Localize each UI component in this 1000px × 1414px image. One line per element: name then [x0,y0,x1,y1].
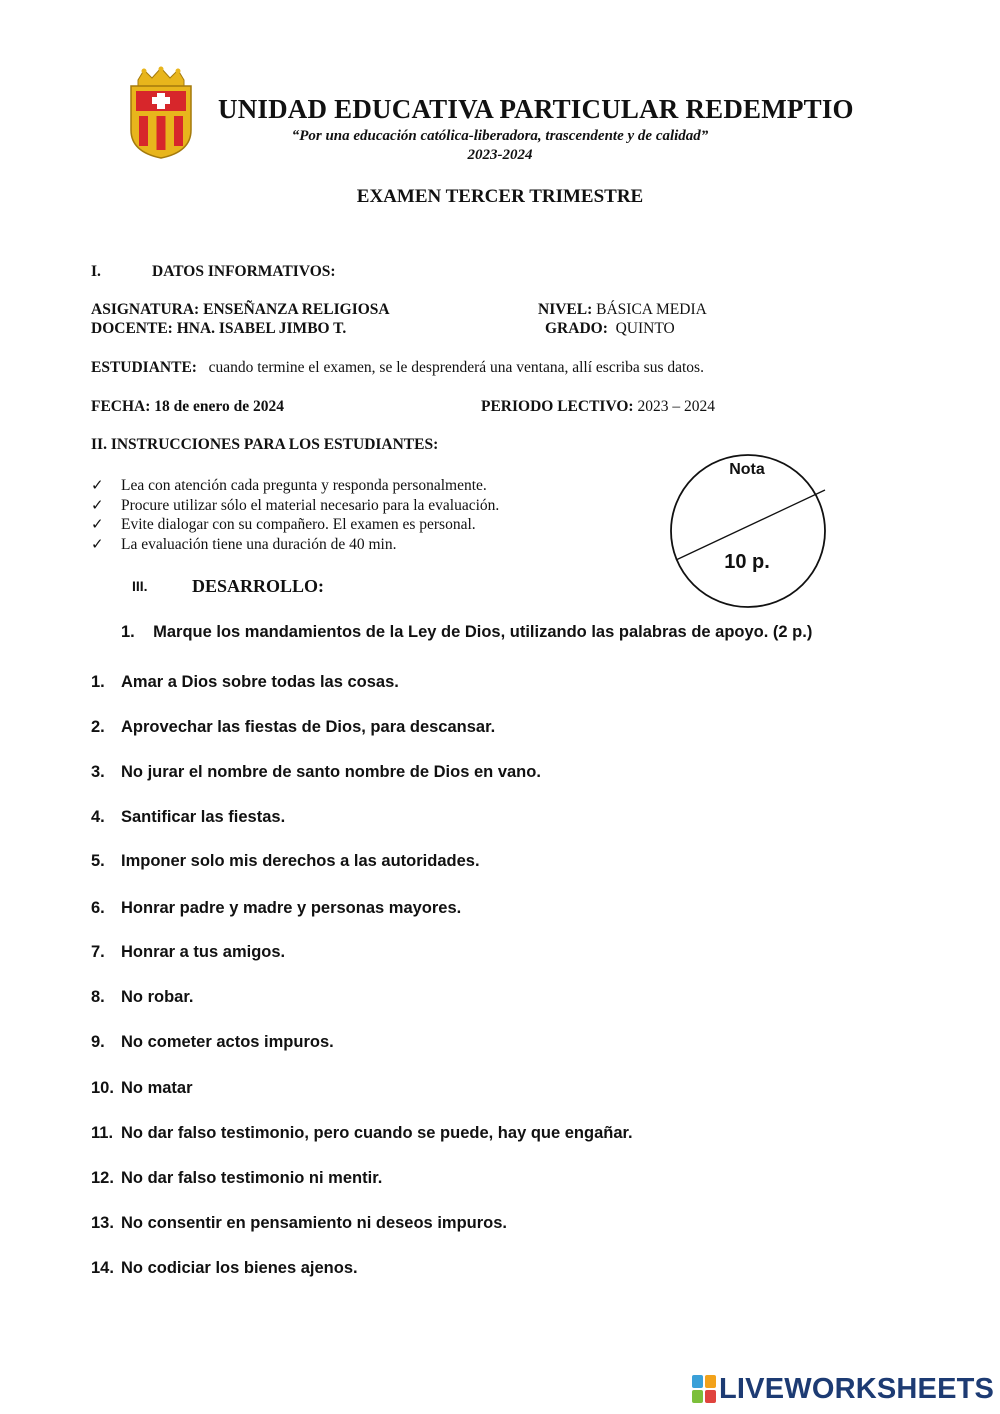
fecha-row [91,398,284,416]
option-text: Aprovechar las fiestas de Dios, para descansar. [121,718,496,736]
commandment-option[interactable] [91,899,461,918]
commandment-option[interactable] [91,1079,193,1098]
commandment-option[interactable] [91,1214,507,1233]
option-number: 4. [91,808,105,826]
option-text: Honrar a tus amigos. [121,943,286,961]
question-1-prompt: 1. Marque los mandamientos de la Ley de Dios, utilizando las palabras de apoyo. (2 p.) [121,623,813,641]
option-text: No jurar el nombre de santo nombre de Dios en vano. [121,763,541,781]
option-number: 2. [91,718,105,736]
commandment-option[interactable] [91,718,495,737]
checkmark-icon: ✓ [91,537,104,553]
instruction-item: Evite dialogar con su compañero. El examen es personal. [121,516,476,533]
option-text: No consentir en pensamiento ni deseos impuros. [121,1214,507,1232]
school-motto: “Por una educación católica-liberadora, trascendente y de calidad” [291,128,709,144]
checkmark-icon: ✓ [91,498,104,514]
option-number: 6. [91,899,105,917]
section3-title: DESARROLLO: [192,576,325,596]
commandment-option[interactable] [91,1033,334,1052]
asignatura-value: ENSEÑANZA RELIGIOSA [203,301,390,318]
nivel-label: NIVEL: [538,301,593,318]
section1-number: I. [91,263,101,280]
commandment-option[interactable] [91,1259,358,1278]
option-number: 5. [91,852,105,870]
grade-points: 10 p. [724,551,770,573]
checkmark-icon: ✓ [91,478,104,494]
option-text: No cometer actos impuros. [121,1033,334,1051]
section3-number: III. [132,578,148,594]
option-number: 8. [91,988,105,1006]
commandment-option[interactable] [91,808,285,827]
option-number: 11. [91,1124,114,1142]
periodo-label: PERIODO LECTIVO: [481,398,634,415]
option-text: No codiciar los bienes ajenos. [121,1259,358,1277]
grado-row [545,320,675,338]
asignatura-row [91,301,390,319]
instruction-item: Lea con atención cada pregunta y responda personalmente. [121,477,487,494]
option-number: 7. [91,943,105,961]
estudiante-row [91,359,704,377]
estudiante-value: cuando termine el examen, se le desprenderá una ventana, allí escriba sus datos. [208,359,704,376]
estudiante-label: ESTUDIANTE: [91,359,197,376]
grade-label: Nota [729,461,765,478]
grado-value: QUINTO [615,320,675,337]
option-number: 12. [91,1169,114,1187]
docente-row [91,320,346,338]
option-text: No dar falso testimonio ni mentir. [121,1169,383,1187]
commandment-option[interactable] [91,1124,633,1143]
option-number: 1. [91,673,105,691]
option-number: 10. [91,1079,114,1097]
nivel-value: BÁSICA MEDIA [596,301,707,318]
fecha-value: 18 de enero de 2024 [154,398,285,415]
option-number: 13. [91,1214,114,1232]
nivel-row [538,301,707,319]
commandment-option[interactable] [91,852,480,871]
periodo-row [481,398,715,416]
commandment-option[interactable] [91,943,285,962]
periodo-value: 2023 – 2024 [637,398,715,415]
option-text: No dar falso testimonio, pero cuando se puede, hay que engañar. [121,1124,633,1142]
option-text: No matar [121,1079,193,1097]
instruction-item: La evaluación tiene una duración de 40 min. [121,536,397,553]
school-name: UNIDAD EDUCATIVA PARTICULAR REDEMPTIO [218,94,854,124]
option-number: 3. [91,763,105,781]
liveworksheets-logo [692,1371,994,1407]
commandment-option[interactable] [91,763,541,782]
section2-title: II. INSTRUCCIONES PARA LOS ESTUDIANTES: [91,436,439,453]
commandment-option[interactable] [91,1169,382,1188]
school-crest-logo [118,66,204,160]
option-text: Amar a Dios sobre todas las cosas. [121,673,399,691]
section1-title: DATOS INFORMATIVOS: [152,263,336,280]
fecha-label: FECHA: [91,398,151,415]
liveworksheets-icon [692,1375,716,1403]
commandment-option[interactable] [91,988,193,1007]
option-number: 14. [91,1259,114,1277]
commandment-option[interactable] [91,673,399,692]
school-year: 2023-2024 [467,147,533,163]
option-number: 9. [91,1033,105,1051]
option-text: Santificar las fiestas. [121,808,286,826]
docente-value: HNA. ISABEL JIMBO T. [176,320,347,337]
option-text: No robar. [121,988,194,1006]
option-text: Imponer solo mis derechos a las autoridades. [121,852,480,870]
exam-title: EXAMEN TERCER TRIMESTRE [356,186,644,207]
asignatura-label: ASIGNATURA: [91,301,200,318]
option-text: Honrar padre y madre y personas mayores. [121,899,462,917]
checkmark-icon: ✓ [91,517,104,533]
docente-label: DOCENTE: [91,320,173,337]
grado-label: GRADO: [545,320,608,337]
brand-text: LIVEWORKSHEETS [719,1372,995,1405]
instruction-item: Procure utilizar sólo el material necesario para la evaluación. [121,497,500,514]
